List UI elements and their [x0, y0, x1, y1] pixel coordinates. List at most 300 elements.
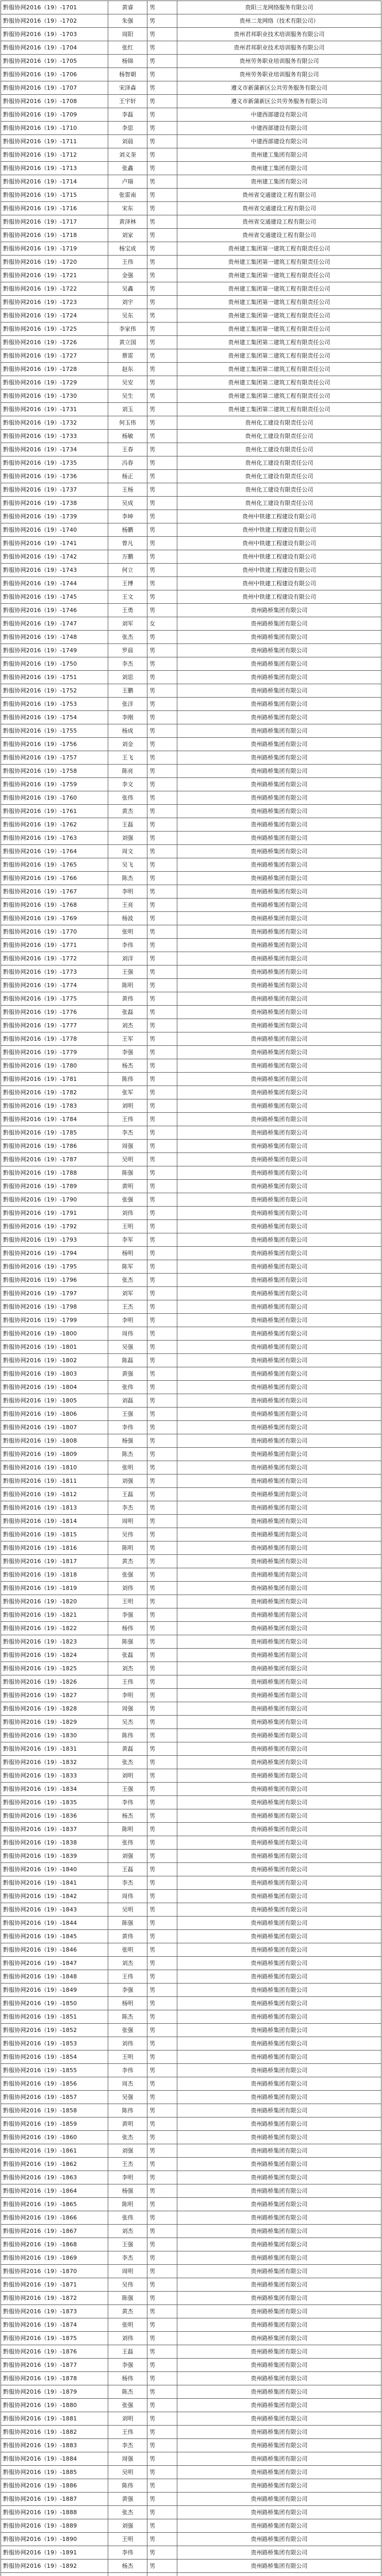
person-name-cell: 刘杰: [108, 1957, 147, 1970]
person-name-cell: 王文: [108, 590, 147, 604]
record-id-cell: 黔服协网2016（19）-1803: [1, 1367, 108, 1381]
record-id-cell: 黔服协网2016（19）-1851: [1, 2010, 108, 2024]
company-name-cell: 贵州建工集团有限公司: [177, 162, 381, 175]
person-name-cell: 陈杰: [108, 872, 147, 885]
person-name-cell: 李杰: [108, 1501, 147, 1515]
person-name-cell: 张伟: [108, 2211, 147, 2225]
record-id-cell: 黔服协网2016（19）-1805: [1, 1394, 108, 1408]
gender-cell: 男: [147, 1689, 177, 1702]
table-row: [1, 296, 381, 309]
table-row: [1, 1622, 381, 1635]
company-name-cell: 贵州路桥集团有限公司: [177, 2345, 381, 2359]
gender-cell: 男: [147, 577, 177, 590]
table-row: [1, 470, 381, 483]
table-row: [1, 1850, 381, 1863]
person-name-cell: 吴鑫: [108, 282, 147, 296]
person-name-cell: 张雷南: [108, 189, 147, 202]
company-name-cell: 贵州化工建设有限责任公司: [177, 416, 381, 430]
person-name-cell: 张杰: [108, 1756, 147, 1769]
company-name-cell: 贵州路桥集团有限公司: [177, 1327, 381, 1341]
record-id-cell: 黔服协网2016（19）-1793: [1, 1233, 108, 1247]
person-name-cell: 李刚: [108, 711, 147, 724]
company-name-cell: 贵州路桥集团有限公司: [177, 1984, 381, 1997]
company-name-cell: 贵州化工建设有限责任公司: [177, 456, 381, 470]
company-name-cell: 遵义市新蒲新区公共劳务服务有限公司: [177, 95, 381, 108]
gender-cell: 男: [147, 443, 177, 456]
company-name-cell: 贵州中铁建工程建设有限公司: [177, 523, 381, 537]
gender-cell: 男: [147, 1126, 177, 1140]
table-row: [1, 1649, 381, 1662]
person-name-cell: 王伟: [108, 256, 147, 269]
record-id-cell: 黔服协网2016（19）-1762: [1, 818, 108, 832]
table-row: [1, 2412, 381, 2426]
record-id-cell: 黔服协网2016（19）-1731: [1, 403, 108, 416]
table-row: [1, 711, 381, 724]
gender-cell: 男: [147, 2117, 177, 2131]
record-id-cell: 黔服协网2016（19）-1799: [1, 1314, 108, 1327]
company-name-cell: 贵州路桥集团有限公司: [177, 1354, 381, 1367]
table-row: [1, 1180, 381, 1193]
person-name-cell: 王军: [108, 1032, 147, 1046]
gender-cell: 男: [147, 1166, 177, 1180]
person-name-cell: 张强: [108, 2399, 147, 2412]
gender-cell: 男: [147, 2104, 177, 2117]
company-name-cell: 遵义市新蒲新区公共劳务服务有限公司: [177, 81, 381, 95]
person-name-cell: 王明: [108, 1595, 147, 1608]
record-id-cell: 黔服协网2016（19）-1890: [1, 2533, 108, 2546]
person-name-cell: 李杰: [108, 1876, 147, 1890]
record-id-cell: 黔服协网2016（19）-1857: [1, 2091, 108, 2104]
person-name-cell: 张磊: [108, 1649, 147, 1662]
person-name-cell: 刘杰: [108, 1662, 147, 1675]
person-name-cell: 刘洋: [108, 952, 147, 965]
person-name-cell: 王明: [108, 2533, 147, 2546]
company-name-cell: 贵州建工集团有限公司: [177, 148, 381, 162]
gender-cell: 男: [147, 1582, 177, 1595]
record-id-cell: 黔服协网2016（19）-1891: [1, 2546, 108, 2560]
gender-cell: 男: [147, 296, 177, 309]
person-name-cell: 刘强: [108, 2519, 147, 2533]
person-name-cell: 陈伟: [108, 2479, 147, 2493]
table-row: [1, 483, 381, 497]
record-id-cell: 黔服协网2016（19）-1789: [1, 1180, 108, 1193]
gender-cell: 男: [147, 939, 177, 952]
table-row: [1, 148, 381, 162]
company-name-cell: 贵州路桥集团有限公司: [177, 1943, 381, 1957]
gender-cell: 男: [147, 1287, 177, 1300]
gender-cell: 男: [147, 1783, 177, 1796]
gender-cell: 男: [147, 1408, 177, 1421]
record-id-cell: 黔服协网2016（19）-1855: [1, 2064, 108, 2077]
person-name-cell: 刘明: [108, 1769, 147, 1783]
company-name-cell: 贵州路桥集团有限公司: [177, 2064, 381, 2077]
gender-cell: 男: [147, 1970, 177, 1984]
person-name-cell: 陈伟: [108, 1729, 147, 1742]
company-name-cell: 贵州路桥集团有限公司: [177, 2171, 381, 2184]
record-id-cell: 黔服协网2016（19）-1852: [1, 2024, 108, 2037]
table-row: [1, 376, 381, 389]
person-name-cell: 吴生: [108, 389, 147, 403]
record-id-cell: 黔服协网2016（19）-1729: [1, 376, 108, 389]
person-name-cell: 刘义奎: [108, 148, 147, 162]
table-row: [1, 2493, 381, 2506]
table-row: [1, 242, 381, 256]
table-row: [1, 1595, 381, 1608]
gender-cell: 男: [147, 1662, 177, 1675]
table-row: [1, 1408, 381, 1421]
record-id-cell: 黔服协网2016（19）-1737: [1, 483, 108, 497]
record-id-cell: 黔服协网2016（19）-1841: [1, 1876, 108, 1890]
company-name-cell: 贵州路桥集团有限公司: [177, 711, 381, 724]
person-name-cell: 刘伟: [108, 1207, 147, 1220]
person-name-cell: 王伟: [108, 1675, 147, 1689]
table-row: [1, 135, 381, 148]
person-name-cell: 吴明: [108, 1903, 147, 1917]
company-name-cell: 贵州路桥集团有限公司: [177, 2560, 381, 2573]
gender-cell: 男: [147, 28, 177, 41]
company-name-cell: 贵阳三龙网络服务有限公司: [177, 1, 381, 14]
table-row: [1, 818, 381, 832]
company-name-cell: 贵州路桥集团有限公司: [177, 1314, 381, 1327]
person-name-cell: 王强: [108, 2238, 147, 2251]
record-id-cell: 黔服协网2016（19）-1836: [1, 1809, 108, 1823]
person-name-cell: 杨强: [108, 2184, 147, 2198]
record-id-cell: 黔服协网2016（19）-1747: [1, 617, 108, 631]
record-id-cell: 黔服协网2016（19）-1706: [1, 68, 108, 81]
record-id-cell: 黔服协网2016（19）-1732: [1, 416, 108, 430]
record-id-cell: 黔服协网2016（19）-1721: [1, 269, 108, 282]
table-row: [1, 564, 381, 577]
person-name-cell: 王磊: [108, 1863, 147, 1876]
record-id-cell: 黔服协网2016（19）-1705: [1, 55, 108, 68]
company-name-cell: 贵州路桥集团有限公司: [177, 1635, 381, 1649]
company-name-cell: 贵州路桥集团有限公司: [177, 1475, 381, 1488]
person-name-cell: 杨敏: [108, 430, 147, 443]
person-name-cell: 陈明: [108, 1541, 147, 1555]
record-id-cell: 黔服协网2016（19）-1746: [1, 604, 108, 617]
table-row: [1, 1006, 381, 1019]
record-id-cell: 黔服协网2016（19）-1753: [1, 698, 108, 711]
record-id-cell: 黔服协网2016（19）-1861: [1, 2144, 108, 2158]
gender-cell: 男: [147, 1809, 177, 1823]
table-row: [1, 309, 381, 323]
person-name-cell: 李强: [108, 1608, 147, 1622]
table-row: [1, 1475, 381, 1488]
record-id-cell: 黔服协网2016（19）-1782: [1, 1086, 108, 1099]
company-name-cell: 贵州路桥集团有限公司: [177, 2452, 381, 2466]
record-id-cell: 黔服协网2016（19）-1763: [1, 832, 108, 845]
gender-cell: 男: [147, 1140, 177, 1153]
gender-cell: 男: [147, 1876, 177, 1890]
table-row: [1, 2439, 381, 2452]
person-name-cell: 刘金: [108, 738, 147, 751]
company-name-cell: 贵州路桥集团有限公司: [177, 1274, 381, 1287]
company-name-cell: 贵州路桥集团有限公司: [177, 2037, 381, 2050]
company-name-cell: 贵州路桥集团有限公司: [177, 2158, 381, 2171]
gender-cell: 男: [147, 1943, 177, 1957]
company-name-cell: 贵州路桥集团有限公司: [177, 1073, 381, 1086]
company-name-cell: 贵州建工集团第二建筑工程有限责任公司: [177, 349, 381, 363]
record-id-cell: 黔服协网2016（19）-1757: [1, 751, 108, 765]
table-row: [1, 523, 381, 537]
gender-cell: 男: [147, 925, 177, 939]
table-row: [1, 1943, 381, 1957]
table-row: [1, 979, 381, 992]
record-id-cell: 黔服协网2016（19）-1735: [1, 456, 108, 470]
gender-cell: 男: [147, 1541, 177, 1555]
person-name-cell: 吴强: [108, 1341, 147, 1354]
record-id-cell: 黔服协网2016（19）-1788: [1, 1166, 108, 1180]
table-row: [1, 2024, 381, 2037]
record-id-cell: 黔服协网2016（19）-1701: [1, 1, 108, 14]
company-name-cell: 贵州路桥集团有限公司: [177, 2010, 381, 2024]
record-id-cell: 黔服协网2016（19）-1865: [1, 2198, 108, 2211]
table-row: [1, 1394, 381, 1408]
gender-cell: 男: [147, 242, 177, 256]
table-row: [1, 1997, 381, 2010]
record-id-cell: 黔服协网2016（19）-1853: [1, 2037, 108, 2050]
company-name-cell: 贵州路桥集团有限公司: [177, 1823, 381, 1836]
company-name-cell: 贵州省交通建设工程有限公司: [177, 202, 381, 215]
person-name-cell: 刘晨: [108, 135, 147, 148]
person-name-cell: 杨杰: [108, 2560, 147, 2573]
gender-cell: 男: [147, 590, 177, 604]
company-name-cell: 贵州路桥集团有限公司: [177, 1193, 381, 1207]
table-row: [1, 95, 381, 108]
person-name-cell: 陈杰: [108, 2385, 147, 2399]
company-name-cell: 贵州路桥集团有限公司: [177, 1166, 381, 1180]
company-name-cell: 贵州路桥集团有限公司: [177, 1207, 381, 1220]
table-row: [1, 202, 381, 215]
person-name-cell: 万鹏: [108, 550, 147, 564]
table-row: [1, 2064, 381, 2077]
gender-cell: 男: [147, 41, 177, 55]
record-id-cell: 黔服协网2016（19）-1785: [1, 1126, 108, 1140]
table-row: [1, 2211, 381, 2225]
gender-cell: 男: [147, 1113, 177, 1126]
company-name-cell: 贵州路桥集团有限公司: [177, 1608, 381, 1622]
company-name-cell: 贵州路桥集团有限公司: [177, 1917, 381, 1930]
table-row: [1, 912, 381, 925]
record-id-cell: 黔服协网2016（19）-1889: [1, 2519, 108, 2533]
person-name-cell: 刘强: [108, 1475, 147, 1488]
company-name-cell: 贵州路桥集团有限公司: [177, 1032, 381, 1046]
table-row: [1, 2278, 381, 2292]
company-name-cell: 贵州路桥集团有限公司: [177, 2104, 381, 2117]
record-id-cell: 黔服协网2016（19）-1751: [1, 671, 108, 684]
person-name-cell: 陈亮: [108, 765, 147, 778]
record-id-cell: 黔服协网2016（19）-1790: [1, 1193, 108, 1207]
company-name-cell: 贵州路桥集团有限公司: [177, 738, 381, 751]
person-name-cell: 黄强: [108, 1367, 147, 1381]
gender-cell: 男: [147, 1180, 177, 1193]
table-row: [1, 1166, 381, 1180]
record-id-cell: 黔服协网2016（19）-1784: [1, 1113, 108, 1126]
table-row: [1, 1434, 381, 1448]
gender-cell: 男: [147, 14, 177, 28]
record-id-cell: 黔服协网2016（19）-1791: [1, 1207, 108, 1220]
record-id-cell: 黔服协网2016（19）-1741: [1, 537, 108, 550]
company-name-cell: 贵州路桥集团有限公司: [177, 2131, 381, 2144]
table-row: [1, 2426, 381, 2439]
gender-cell: 男: [147, 1086, 177, 1099]
gender-cell: 男: [147, 1434, 177, 1448]
table-row: [1, 1488, 381, 1501]
table-row: [1, 778, 381, 791]
gender-cell: 男: [147, 1555, 177, 1568]
record-id-cell: 黔服协网2016（19）-1733: [1, 430, 108, 443]
gender-cell: 男: [147, 2372, 177, 2385]
record-id-cell: 黔服协网2016（19）-1833: [1, 1769, 108, 1783]
record-id-cell: 黔服协网2016（19）-1835: [1, 1796, 108, 1809]
company-name-cell: 贵州路桥集团有限公司: [177, 939, 381, 952]
record-id-cell: 黔服协网2016（19）-1778: [1, 1032, 108, 1046]
person-name-cell: 张军: [108, 1086, 147, 1099]
record-id-cell: 黔服协网2016（19）-1750: [1, 657, 108, 671]
record-id-cell: 黔服协网2016（19）-1730: [1, 389, 108, 403]
record-id-cell: 黔服协网2016（19）-1876: [1, 2345, 108, 2359]
company-name-cell: 贵州路桥集团有限公司: [177, 1140, 381, 1153]
table-row: [1, 2225, 381, 2238]
company-name-cell: 贵州路桥集团有限公司: [177, 1769, 381, 1783]
table-row: [1, 2533, 381, 2546]
person-name-cell: 杨鹏: [108, 523, 147, 537]
company-name-cell: 贵州路桥集团有限公司: [177, 1461, 381, 1475]
person-name-cell: 黄磊: [108, 1742, 147, 1756]
company-name-cell: 贵州路桥集团有限公司: [177, 2466, 381, 2479]
company-name-cell: 贵州建工集团第一建筑工程有限责任公司: [177, 242, 381, 256]
gender-cell: 男: [147, 1207, 177, 1220]
record-id-cell: 黔服协网2016（19）-1772: [1, 952, 108, 965]
table-row: [1, 657, 381, 671]
gender-cell: 男: [147, 1515, 177, 1528]
gender-cell: 男: [147, 1675, 177, 1689]
record-id-cell: 黔服协网2016（19）-1715: [1, 189, 108, 202]
gender-cell: 男: [147, 389, 177, 403]
company-name-cell: 贵州路桥集团有限公司: [177, 1595, 381, 1608]
table-row: [1, 1341, 381, 1354]
company-name-cell: 贵州路桥集团有限公司: [177, 1287, 381, 1300]
gender-cell: 男: [147, 1153, 177, 1166]
company-name-cell: 贵州路桥集团有限公司: [177, 2144, 381, 2158]
record-id-cell: 黔服协网2016（19）-1822: [1, 1622, 108, 1635]
person-name-cell: 李伟: [108, 2546, 147, 2560]
table-row: [1, 1073, 381, 1086]
company-name-cell: 贵州中铁建工程建设有限公司: [177, 590, 381, 604]
record-id-cell: 黔服协网2016（19）-1795: [1, 1260, 108, 1274]
table-row: [1, 2184, 381, 2198]
person-name-cell: 李文: [108, 778, 147, 791]
gender-cell: 男: [147, 2439, 177, 2452]
company-name-cell: 贵州路桥集团有限公司: [177, 1890, 381, 1903]
table-row: [1, 939, 381, 952]
table-row: [1, 738, 381, 751]
table-row: [1, 899, 381, 912]
person-name-cell: 周明: [108, 2265, 147, 2278]
company-name-cell: 贵州路桥集团有限公司: [177, 1541, 381, 1555]
table-row: [1, 952, 381, 965]
person-name-cell: 陈明: [108, 1823, 147, 1836]
person-name-cell: 冯春: [108, 456, 147, 470]
company-name-cell: 贵州路桥集团有限公司: [177, 1850, 381, 1863]
gender-cell: 男: [147, 1568, 177, 1582]
gender-cell: 男: [147, 2238, 177, 2251]
gender-cell: 男: [147, 2479, 177, 2493]
company-name-cell: 贵州路桥集团有限公司: [177, 1046, 381, 1059]
record-id-cell: 黔服协网2016（19）-1877: [1, 2359, 108, 2372]
gender-cell: 男: [147, 2318, 177, 2332]
table-row: [1, 1207, 381, 1220]
person-name-cell: 宋泽森: [108, 81, 147, 95]
person-name-cell: 李伟: [108, 1796, 147, 1809]
company-name-cell: 贵州中铁建工程建设有限公司: [177, 537, 381, 550]
table-row: [1, 2506, 381, 2519]
company-name-cell: 贵州路桥集团有限公司: [177, 1448, 381, 1461]
gender-cell: 男: [147, 2359, 177, 2372]
gender-cell: 男: [147, 1046, 177, 1059]
person-name-cell: 黄泽林: [108, 215, 147, 229]
person-name-cell: 王杨: [108, 483, 147, 497]
company-name-cell: 贵州路桥集团有限公司: [177, 1367, 381, 1381]
gender-cell: 男: [147, 1528, 177, 1541]
company-name-cell: 贵州建工集团第二建筑工程有限责任公司: [177, 363, 381, 376]
record-id-cell: 黔服协网2016（19）-1722: [1, 282, 108, 296]
gender-cell: 男: [147, 1903, 177, 1917]
gender-cell: 男: [147, 523, 177, 537]
table-row: [1, 41, 381, 55]
gender-cell: 男: [147, 510, 177, 523]
company-name-cell: 贵州中铁建工程建设有限公司: [177, 577, 381, 590]
company-name-cell: 贵州路桥集团有限公司: [177, 1113, 381, 1126]
gender-cell: 男: [147, 282, 177, 296]
person-name-cell: 李明: [108, 885, 147, 899]
company-name-cell: 贵州路桥集团有限公司: [177, 2077, 381, 2091]
person-name-cell: 周强: [108, 2452, 147, 2466]
person-name-cell: 王飞: [108, 751, 147, 765]
table-row: [1, 363, 381, 376]
company-name-cell: 贵州路桥集团有限公司: [177, 1247, 381, 1260]
person-name-cell: 杨成: [108, 724, 147, 738]
person-name-cell: 王杰: [108, 1300, 147, 1314]
table-row: [1, 1247, 381, 1260]
record-id-cell: 黔服协网2016（19）-1716: [1, 202, 108, 215]
person-name-cell: 李伟: [108, 939, 147, 952]
record-id-cell: 黔服协网2016（19）-1759: [1, 778, 108, 791]
company-name-cell: 贵州君邦职业技术培训服务有限公司: [177, 41, 381, 55]
record-id-cell: 黔服协网2016（19）-1727: [1, 349, 108, 363]
person-name-cell: 刘家: [108, 229, 147, 242]
gender-cell: 男: [147, 2493, 177, 2506]
person-name-cell: 张强: [108, 2024, 147, 2037]
table-row: [1, 724, 381, 738]
table-row: [1, 590, 381, 604]
gender-cell: 男: [147, 1461, 177, 1475]
record-id-cell: 黔服协网2016（19）-1845: [1, 1930, 108, 1943]
person-name-cell: 吴明: [108, 1153, 147, 1166]
record-id-cell: 黔服协网2016（19）-1870: [1, 2265, 108, 2278]
company-name-cell: 贵州劳务职业培训服务有限公司: [177, 68, 381, 81]
record-id-cell: 黔服协网2016（19）-1823: [1, 1635, 108, 1649]
gender-cell: 男: [147, 1702, 177, 1716]
gender-cell: 男: [147, 858, 177, 872]
table-row: [1, 1287, 381, 1300]
company-name-cell: 贵州建工集团第一建筑工程有限责任公司: [177, 256, 381, 269]
gender-cell: 男: [147, 1863, 177, 1876]
gender-cell: 男: [147, 1595, 177, 1608]
gender-cell: 男: [147, 698, 177, 711]
gender-cell: 男: [147, 2091, 177, 2104]
record-id-cell: 黔服协网2016（19）-1813: [1, 1501, 108, 1515]
